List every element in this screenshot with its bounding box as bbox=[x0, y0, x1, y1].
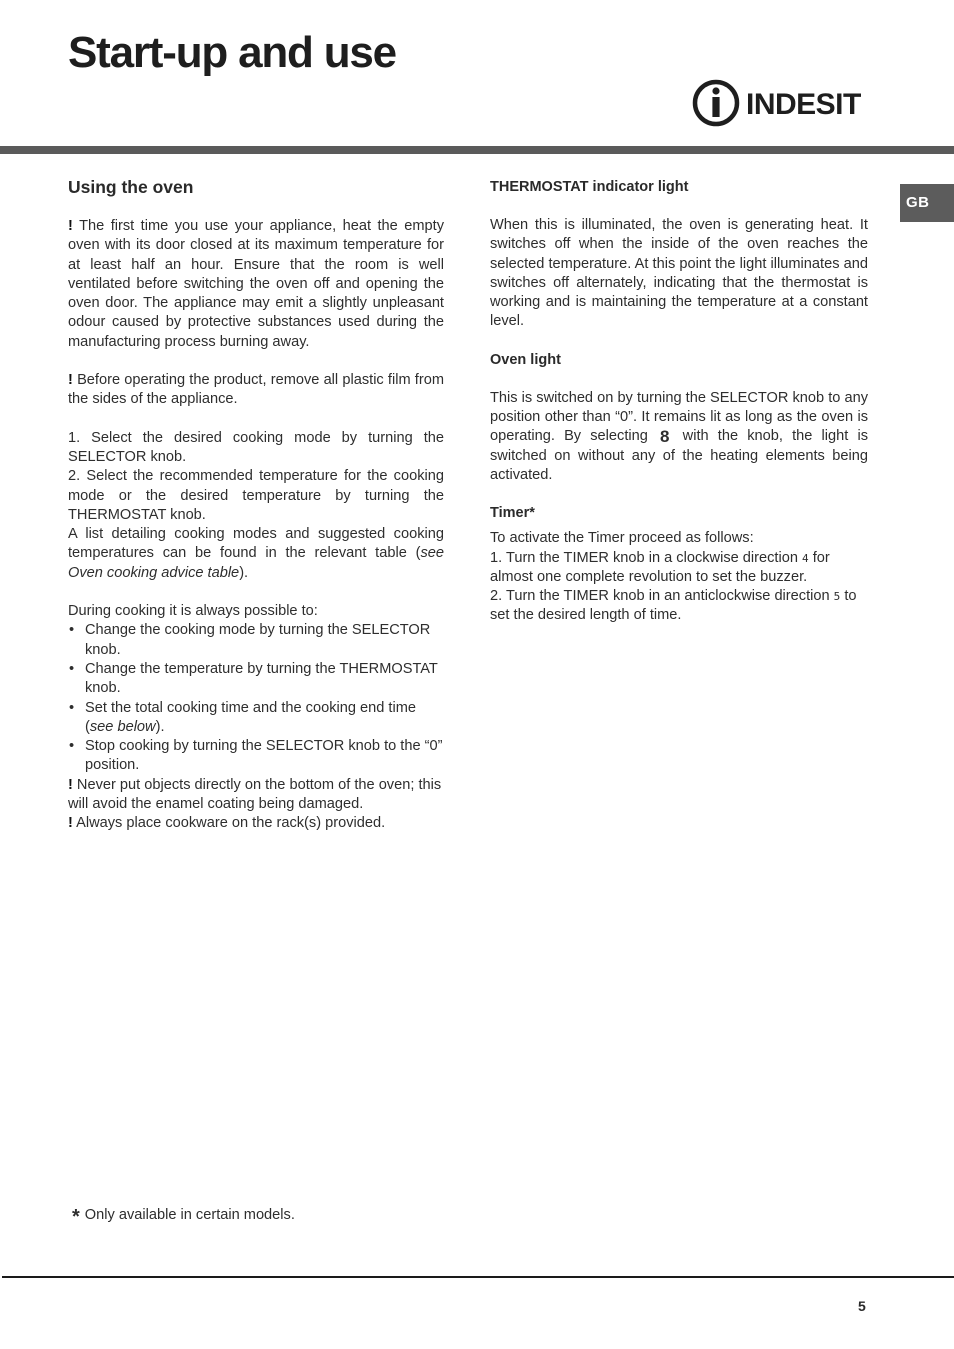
right-column bbox=[490, 178, 868, 626]
list-item: • Change the cooking mode by turning the SELECTOR knob. bbox=[68, 621, 444, 660]
warning-first-use: ! The first time you use your appliance, heat the empty oven with its door closed at its maximum temperature for at least half an hour. Ensure that the room is well ventilated before switching the oven off and opening the oven door. The appliance may emit a slightly unpleasant odour caused by protective substances used during the manufacturing process burning away. bbox=[68, 218, 444, 350]
step-1: 1. Select the desired cooking mode by turning the SELECTOR knob. bbox=[68, 429, 444, 465]
section-heading-using-oven: Using the oven bbox=[68, 177, 194, 197]
left-column bbox=[68, 176, 444, 834]
clockwise-symbol-icon: 4 bbox=[802, 551, 809, 565]
warning-mark: ! bbox=[68, 815, 73, 832]
warning-mark: ! bbox=[68, 776, 73, 793]
page-title: Start-up and use bbox=[68, 28, 396, 77]
cooking-table-note: A list detailing cooking modes and suggested cooking temperatures can be found in the relevant table (see Oven cooking advice table). bbox=[68, 526, 444, 581]
oven-light-symbol-icon: 8 bbox=[660, 427, 670, 447]
brand-wordmark: INDESIT bbox=[746, 88, 861, 121]
list-item: • Set the total cooking time and the cooking end time (see below). bbox=[68, 699, 444, 738]
footnote: * Only available in certain models. bbox=[72, 1206, 295, 1228]
heading-thermostat-light: THERMOSTAT indicator light bbox=[490, 179, 689, 195]
indesit-logo bbox=[692, 78, 872, 128]
warning-mark: ! bbox=[68, 218, 73, 234]
timer-step-1: 1. Turn the TIMER knob in a clockwise direction 4 for almost one complete revolution to set the buzzer. bbox=[490, 549, 830, 585]
step-2: 2. Select the recommended temperature for the cooking mode or the desired temperature by turning the THERMOSTAT knob. bbox=[68, 468, 444, 523]
footnote-star: * bbox=[72, 1206, 80, 1228]
warning-oven-bottom: ! Never put objects directly on the bottom of the oven; this will avoid the enamel coating being damaged. bbox=[68, 776, 442, 813]
thermostat-light-text: When this is illuminated, the oven is generating heat. It switches off when the inside of the oven reaches the selected temperature. At this point the light illuminates and switches off alternately, indicating that the thermostat is working and is maintaining the temperature at a constant level. bbox=[490, 217, 868, 330]
timer-step-2: 2. Turn the TIMER knob in an anticlockwise direction 5 to set the desired length of time. bbox=[490, 588, 857, 624]
oven-light-text: This is switched on by turning the SELECTOR knob to any position other than “0”. It remains lit as long as the oven is operating. By selecting 8 with the knob, the light is switched on without any of the heating elements being activated. bbox=[490, 389, 869, 483]
list-item: • Change the temperature by turning the THERMOSTAT knob. bbox=[68, 660, 444, 699]
page-number: 5 bbox=[858, 1298, 866, 1314]
warning-plastic-film: ! Before operating the product, remove all plastic film from the sides of the appliance. bbox=[68, 372, 444, 408]
anticlockwise-symbol-icon: 5 bbox=[833, 590, 841, 604]
language-tab: GB bbox=[900, 184, 954, 222]
during-cooking-list bbox=[68, 621, 444, 775]
heading-timer: Timer* bbox=[490, 505, 535, 522]
table-reference: see Oven cooking advice table bbox=[68, 545, 444, 581]
warning-cookware: ! Always place cookware on the rack(s) provided. bbox=[68, 815, 386, 832]
footer-rule bbox=[2, 1276, 954, 1278]
during-cooking-intro: During cooking it is always possible to: bbox=[68, 603, 318, 620]
heading-oven-light: Oven light bbox=[490, 351, 561, 368]
warning-mark: ! bbox=[68, 372, 73, 389]
list-item: • Stop cooking by turning the SELECTOR knob to the “0” position. bbox=[68, 737, 444, 776]
timer-intro: To activate the Timer proceed as follows: bbox=[490, 530, 754, 547]
header-rule bbox=[0, 146, 954, 154]
